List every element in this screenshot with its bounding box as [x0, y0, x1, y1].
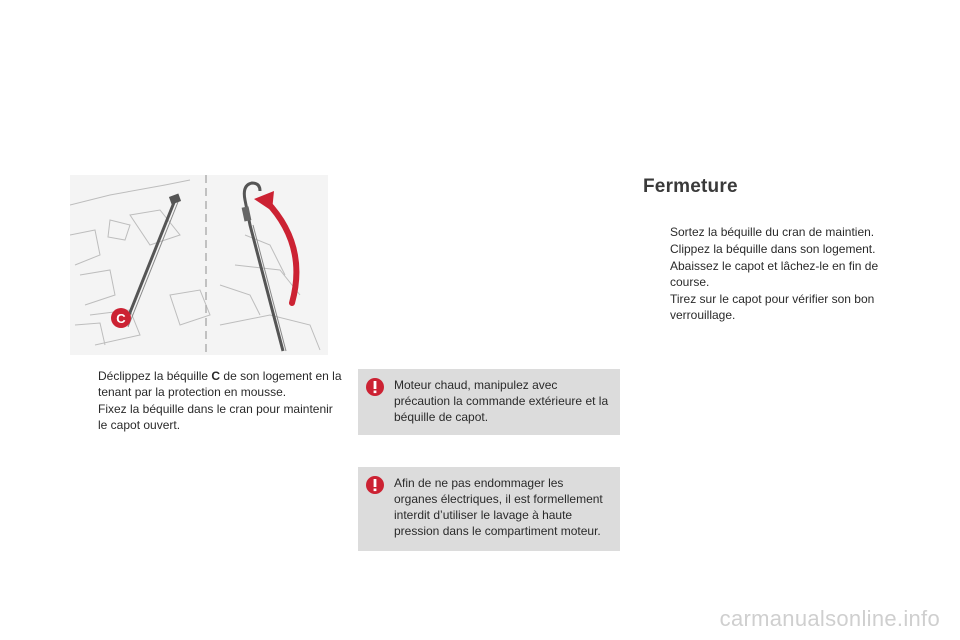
step-text: Sortez la béquille du cran de maintien.	[670, 225, 875, 239]
bonnet-prop-illustration	[70, 175, 328, 355]
list-item	[643, 224, 893, 240]
warning-text: Moteur chaud, manipulez avec précaution la commande extérieure et la béquille de capot.	[394, 378, 609, 424]
step-text: Abaissez le capot et lâchez-le en fin de course.	[670, 259, 879, 289]
fermeture-steps-list	[643, 224, 893, 324]
step-text: Clippez la béquille dans son logement.	[670, 242, 876, 256]
warning-icon	[365, 475, 385, 495]
warning-box-hot-engine	[358, 369, 620, 435]
list-item	[71, 401, 343, 433]
section-title-fermeture: Fermeture	[643, 176, 738, 197]
left-steps-list	[71, 368, 343, 434]
step-text: Fixez la béquille dans le cran pour maintenir le capot ouvert.	[98, 402, 333, 432]
step-text: Tirez sur le capot pour vérifier son bon verrouillage.	[670, 292, 875, 322]
list-item	[643, 258, 893, 290]
step-bold-label: C	[211, 369, 221, 383]
label-c-text: C	[116, 311, 126, 326]
list-item	[71, 368, 343, 400]
list-item	[643, 291, 893, 323]
warning-text: Afin de ne pas endommager les organes électriques, il est formellement interdit d’utiliser le lavage à haute pression dans le compartiment moteur.	[394, 476, 603, 538]
warning-icon	[365, 377, 385, 397]
step-text-part: Déclippez la béquille	[98, 369, 212, 383]
warning-box-pressure-wash	[358, 467, 620, 551]
step-text-part: de son logement en la tenant par la protection en mousse.	[98, 369, 342, 399]
watermark: carmanualsonline.info	[719, 606, 940, 631]
list-item	[643, 241, 893, 257]
